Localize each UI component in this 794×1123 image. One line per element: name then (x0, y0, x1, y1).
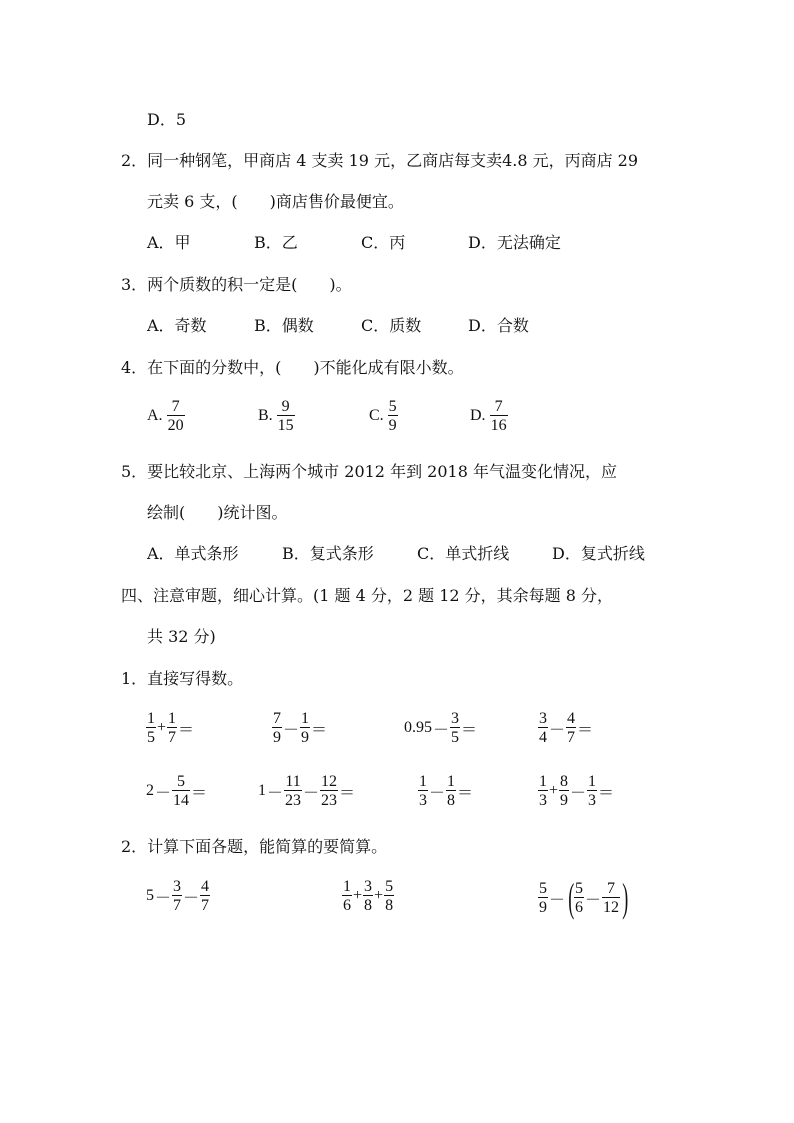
q3-option-b[interactable]: B．偶数 (254, 316, 314, 335)
q5-option-b[interactable]: B．复式条形 (282, 544, 374, 563)
q4-option-c[interactable]: C. $\frac{5}{9}$ (369, 398, 397, 434)
q4-option-a[interactable]: A. $\frac{7}{20}$ (147, 398, 184, 434)
fraction: $\frac{7}{16}$ (490, 398, 507, 434)
q4-stem: 4．在下面的分数中，( )不能化成有限小数。 (121, 358, 464, 377)
q3-options (147, 316, 529, 336)
q2-option-c[interactable]: C．丙 (361, 233, 406, 252)
fraction: $\frac{5}{9}$ (388, 398, 397, 434)
calc2-expr-2: $\frac{1}{6}$ + $\frac{3}{8}$ + $\frac{5}{8}$ (343, 878, 394, 914)
q3-stem: 3．两个质数的积一定是( )。 (121, 275, 352, 294)
calc1-expr-8: $\frac{1}{3}$ + $\frac{8}{9}$ － $\frac{1}{3}$ ＝ (539, 773, 615, 809)
q2-option-a[interactable]: A．甲 (147, 233, 191, 252)
q5-option-d[interactable]: D．复式折线 (552, 544, 645, 563)
right-paren: ) (622, 875, 629, 920)
calc2-expr-3: $\frac{5}{9}$ － ( $\frac{5}{6}$ － $\frac{7}{12}$ ) (539, 875, 629, 920)
q3-option-c[interactable]: C．质数 (361, 316, 422, 335)
q2-stem-line1: 2．同一种钢笔，甲商店 4 支卖 19 元，乙商店每支卖4.8 元，丙商店 29 (121, 151, 639, 170)
q4-option-d[interactable]: D. $\frac{7}{16}$ (470, 398, 507, 434)
q5-stem-line1: 5．要比较北京、上海两个城市 2012 年到 2018 年气温变化情况，应 (121, 462, 617, 481)
s1-stem: 1．直接写得数。 (121, 669, 244, 688)
q5-stem-line2: 绘制( )统计图。 (147, 503, 288, 522)
calc1-expr-6: 1 － $\frac{11}{23}$ － $\frac{12}{23}$ ＝ (258, 773, 356, 809)
section-4-heading: 四、注意审题，细心计算。(1 题 4 分，2 题 12 分，其余每题 8 分， (121, 586, 614, 605)
q2-option-b[interactable]: B．乙 (254, 233, 298, 252)
q5-option-a[interactable]: A．单式条形 (147, 544, 239, 563)
q5-option-c[interactable]: C．单式折线 (417, 544, 510, 563)
q5-options (147, 544, 645, 564)
calc2-expr-1: 5 － $\frac{3}{7}$ － $\frac{4}{7}$ (146, 878, 210, 914)
calc1-expr-1: $\frac{1}{5}$ + $\frac{1}{7}$ ＝ (147, 710, 195, 746)
calc1-expr-2: $\frac{7}{9}$ － $\frac{1}{9}$ ＝ (273, 710, 328, 746)
q2-options (147, 233, 561, 253)
fraction: $\frac{7}{20}$ (167, 398, 184, 434)
q2-option-d[interactable]: D．无法确定 (468, 233, 561, 252)
section-4-heading-cont: 共 32 分) (147, 627, 216, 646)
calc1-expr-5: 2 － $\frac{5}{14}$ ＝ (146, 773, 208, 809)
calc1-expr-3: 0.95 － $\frac{3}{5}$ ＝ (404, 710, 478, 746)
q1-option-d: D．5 (147, 110, 187, 129)
calc1-expr-4: $\frac{3}{4}$ － $\frac{4}{7}$ ＝ (539, 710, 594, 746)
q3-option-a[interactable]: A．奇数 (147, 316, 207, 335)
calc1-expr-7: $\frac{1}{3}$ － $\frac{1}{8}$ ＝ (419, 773, 474, 809)
left-paren: ( (568, 875, 575, 920)
s2-stem: 2．计算下面各题，能简算的要简算。 (121, 837, 388, 856)
q2-stem-line2: 元卖 6 支，( )商店售价最便宜。 (147, 192, 404, 211)
q4-option-b[interactable]: B. $\frac{9}{15}$ (258, 398, 294, 434)
fraction: $\frac{9}{15}$ (277, 398, 294, 434)
q3-option-d[interactable]: D．合数 (468, 316, 529, 335)
